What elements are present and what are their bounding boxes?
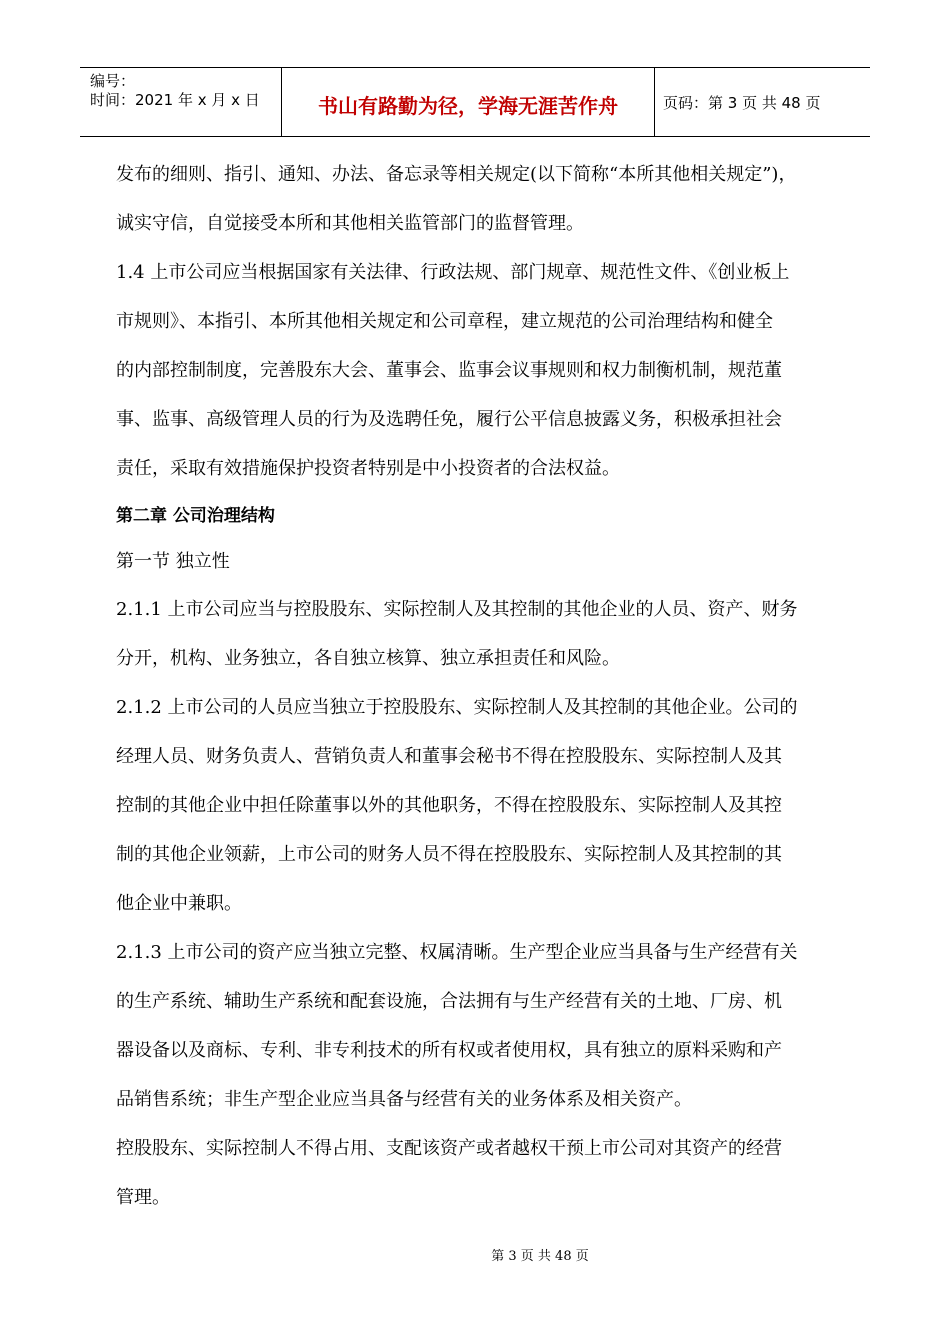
body-line: 2.1.2 上市公司的人员应当独立于控股股东、实际控制人及其控制的其他企业。公司的: [116, 697, 798, 718]
body-line: 1.4 上市公司应当根据国家有关法律、行政法规、部门规章、规范性文件、《创业板上: [116, 262, 790, 283]
chapter-heading: 第二章 公司治理结构: [116, 506, 275, 526]
body-line: 他企业中兼职。: [116, 893, 242, 914]
body-line: 发布的细则、指引、通知、办法、备忘录等相关规定(以下简称“本所其他相关规定”)，: [116, 164, 797, 185]
date-label: 时间：2021 年 x 月 x 日: [90, 91, 260, 109]
section-heading: 第一节 独立性: [116, 551, 230, 572]
body-line: 2.1.1 上市公司应当与控股股东、实际控制人及其控制的其他企业的人员、资产、财务: [116, 599, 798, 620]
body-line: 诚实守信，自觉接受本所和其他相关监管部门的监督管理。: [116, 213, 584, 234]
body-line: 制的其他企业领薪，上市公司的财务人员不得在控股股东、实际控制人及其控制的其: [116, 844, 782, 865]
header-page-info: 页码：第 3 页 共 48 页: [663, 93, 821, 112]
header-meta: [80, 68, 281, 136]
page-header: [80, 67, 870, 137]
body-line: 控制的其他企业中担任除董事以外的其他职务，不得在控股股东、实际控制人及其控: [116, 795, 782, 816]
body-line: 的生产系统、辅助生产系统和配套设施，合法拥有与生产经营有关的土地、厂房、机: [116, 991, 782, 1012]
body-line: 责任，采取有效措施保护投资者特别是中小投资者的合法权益。: [116, 458, 620, 479]
page-footer: 第 3 页 共 48 页: [491, 1249, 589, 1264]
body-line: 品销售系统；非生产型企业应当具备与经营有关的业务体系及相关资产。: [116, 1089, 692, 1110]
body-line: 市规则》、本指引、本所其他相关规定和公司章程，建立规范的公司治理结构和健全: [116, 311, 773, 332]
header-motto: 书山有路勤为径，学海无涯苦作舟: [281, 68, 655, 136]
body-line: 分开，机构、业务独立，各自独立核算、独立承担责任和风险。: [116, 648, 620, 669]
body-line: 器设备以及商标、专利、非专利技术的所有权或者使用权，具有独立的原料采购和产: [116, 1040, 782, 1061]
body-line: 事、监事、高级管理人员的行为及选聘任免，履行公平信息披露义务，积极承担社会: [116, 409, 782, 430]
body-line: 控股股东、实际控制人不得占用、支配该资产或者越权干预上市公司对其资产的经营: [116, 1138, 782, 1159]
document-body: [116, 150, 836, 1222]
body-line: 2.1.3 上市公司的资产应当独立完整、权属清晰。生产型企业应当具备与生产经营有关: [116, 942, 798, 963]
body-line: 经理人员、财务负责人、营销负责人和董事会秘书不得在控股股东、实际控制人及其: [116, 746, 782, 767]
body-line: 的内部控制制度，完善股东大会、董事会、监事会议事规则和权力制衡机制，规范董: [116, 360, 782, 381]
code-label: 编号：: [90, 72, 136, 90]
body-line: 管理。: [116, 1187, 170, 1208]
